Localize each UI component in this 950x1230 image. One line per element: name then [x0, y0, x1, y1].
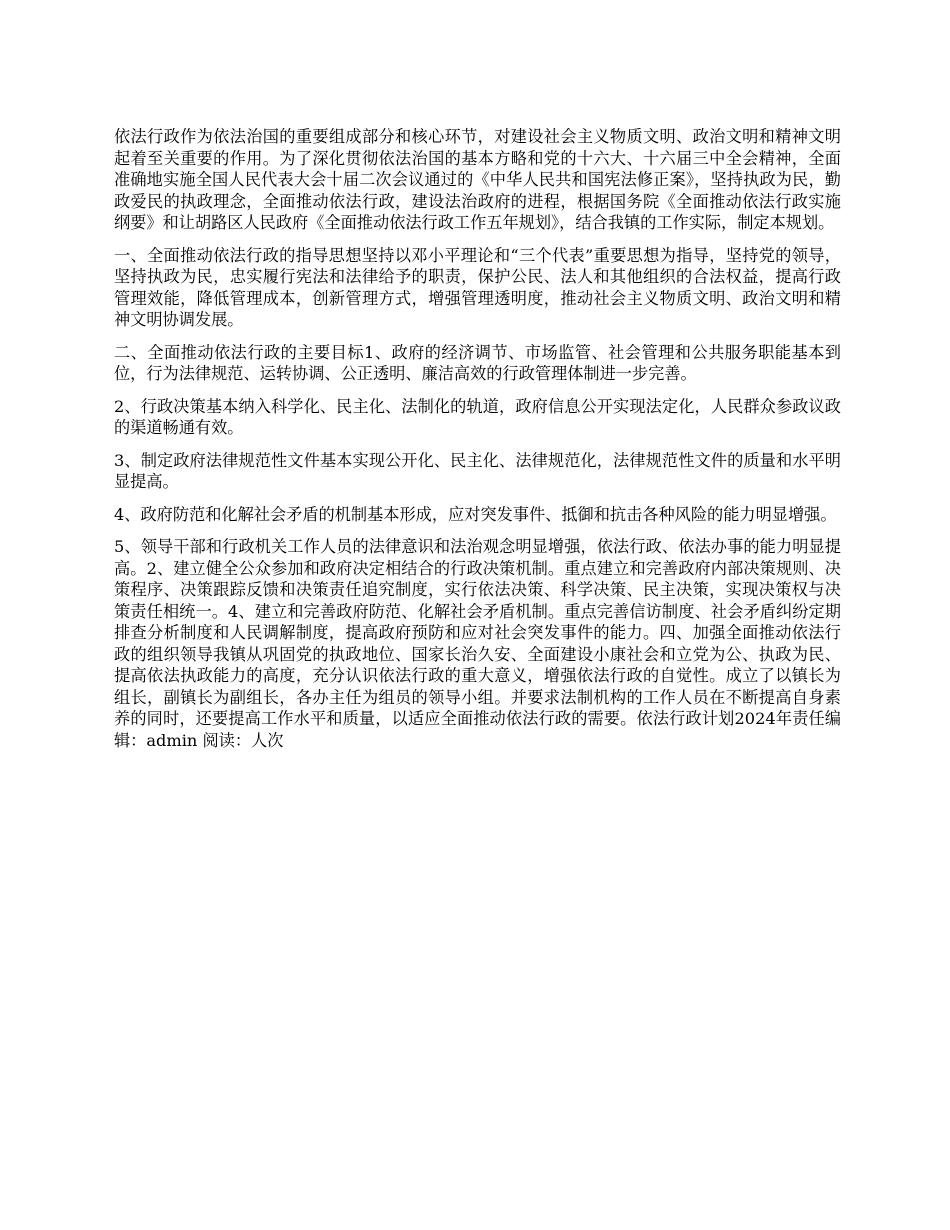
intro-paragraph: 依法行政作为依法治国的重要组成部分和核心环节，对建设社会主义物质文明、政治文明和精神文明起着至关重要的作用。为了深化贯彻依法治国的基本方略和党的十六大、十六届三中全会精神，全面准确地实施全国人民代表大会十届二次会议通过的《中华人民共和国宪法修正案》，坚持执政为民，勤政爱民的执政理念，全面推动依法行政，建设法治政府的进程，根据国务院《全面推动依法行政实施纲要》和让胡路区人民政府《全面推动依法行政工作五年规划》，结合我镇的工作实际，制定本规划。 [114, 127, 841, 232]
guiding-ideology-paragraph: 一、全面推动依法行政的指导思想坚持以邓小平理论和“三个代表”重要思想为指导，坚持党的领导，坚持执政为民，忠实履行宪法和法律给予的职责，保护公民、法人和其他组织的合法权益，提高行政管理效能，降低管理成本，创新管理方式，增强管理透明度，推动社会主义物质文明、政治文明和精神文明协调发展。 [114, 245, 841, 329]
main-goals-paragraph: 二、全面推动依法行政的主要目标1、政府的经济调节、市场监管、社会管理和公共服务职能基本到位，行为法律规范、运转协调、公正透明、廉洁高效的行政管理体制进一步完善。 [114, 342, 841, 383]
goal-5-paragraph: 5、领导干部和行政机关工作人员的法律意识和法治观念明显增强，依法行政、依法办事的能力明显提高。2、建立健全公众参加和政府决定相结合的行政决策机制。重点建立和完善政府内部决策规则、决策程序、决策跟踪反馈和决策责任追究制度，实行依法决策、科学决策、民主决策，实现决策权与决策责任相统一。4、建立和完善政府防范、化解社会矛盾机制。重点完善信访制度、社会矛盾纠纷定期排查分析制度和人民调解制度，提高政府预防和应对社会突发事件的能力。四、加强全面推动依法行政的组织领导我镇从巩固党的执政地位、国家长治久安、全面建设小康社会和立党为公、执政为民、提高依法执政能力的高度，充分认识依法行政的重大意义，增强依法行政的自觉性。成立了以镇长为组长，副镇长为副组长，各办主任为组员的领导小组。并要求法制机构的工作人员在不断提高自身素养的同时，还要提高工作水平和质量，以适应全面推动依法行政的需要。依法行政计划2024年责任编辑：admin 阅读：人次 [114, 537, 841, 750]
goal-2-paragraph: 2、行政决策基本纳入科学化、民主化、法制化的轨道，政府信息公开实现法定化，人民群众参政议政的渠道畅通有效。 [114, 396, 841, 437]
goal-4-paragraph: 4、政府防范和化解社会矛盾的机制基本形成，应对突发事件、抵御和抗击各种风险的能力明显增强。 [114, 504, 837, 524]
goal-3-paragraph: 3、制定政府法律规范性文件基本实现公开化、民主化、法律规范化，法律规范性文件的质量和水平明显提高。 [114, 450, 841, 491]
document-body [114, 126, 841, 762]
